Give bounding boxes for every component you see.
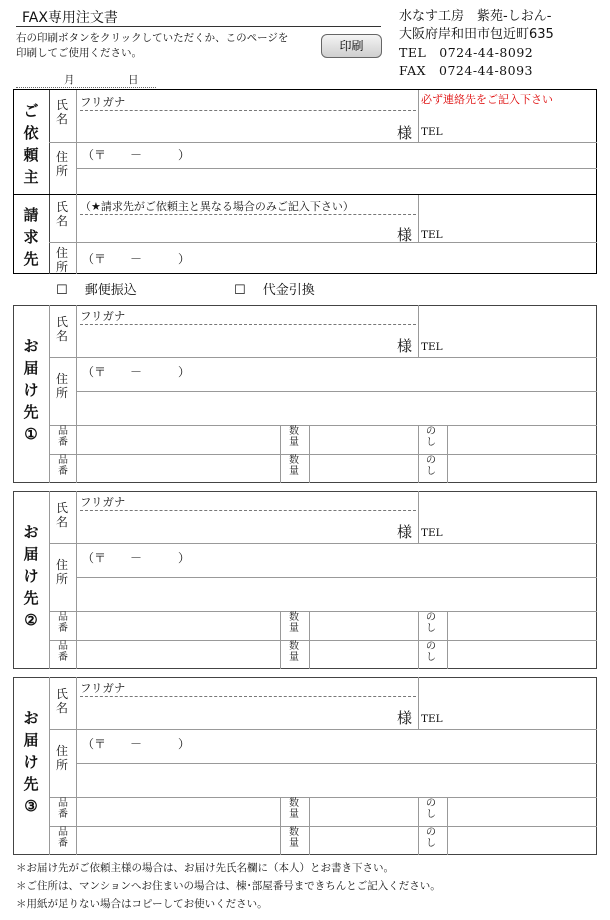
grid-line — [447, 797, 448, 855]
delivery-2-qty-label-2: 数量 — [289, 641, 299, 663]
billing-label: 請 求 先 — [23, 206, 39, 268]
grid-line — [80, 214, 416, 215]
instructions-line-2: 印刷してご使用ください。 — [16, 47, 142, 59]
grid-line — [76, 391, 597, 392]
delivery-2-noshi-label-2: のし — [426, 641, 436, 663]
grid-line — [418, 305, 419, 357]
shop-fax: FAX 0724-44-8093 — [399, 63, 533, 78]
grid-line — [418, 491, 419, 543]
grid-line — [418, 90, 419, 142]
grid-line — [80, 510, 416, 511]
requester-label: ご 依 頼 主 — [23, 102, 39, 186]
grid-line — [418, 611, 419, 669]
delivery-box-1 — [13, 305, 597, 483]
delivery-1-qty-label-2: 数量 — [289, 455, 299, 477]
grid-line — [49, 826, 597, 827]
title-underline — [16, 26, 381, 27]
shop-tel: TEL 0724-44-8092 — [399, 45, 534, 60]
billing-note: （★請求先がご依頼主と異なる場合のみご記入下さい） — [80, 200, 354, 213]
requester-tel: TEL — [421, 126, 443, 138]
delivery-2-name-label: 氏名 — [56, 501, 69, 529]
shop-address: 大阪府岸和田市包近町635 — [399, 27, 554, 42]
delivery-2-tel: TEL — [421, 527, 443, 539]
delivery-1-item-label-2: 品番 — [58, 455, 68, 477]
billing-tel: TEL — [421, 229, 443, 241]
delivery-3-qty-label-1: 数量 — [289, 798, 299, 820]
grid-line — [49, 729, 597, 730]
payment-option-cod[interactable]: ☐ 代金引換 — [234, 283, 315, 298]
required-note: 必ず連絡先をご記入下さい — [421, 93, 553, 106]
delivery-3-noshi-label-1: のし — [426, 798, 436, 820]
delivery-3-noshi-label-2: のし — [426, 827, 436, 849]
billing-postal: （〒 － ） — [82, 252, 191, 266]
grid-line — [309, 425, 310, 483]
grid-line — [280, 425, 281, 483]
requester-furigana: フリガナ — [80, 95, 126, 109]
delivery-box-2 — [13, 491, 597, 669]
grid-line — [76, 90, 77, 274]
grid-line — [49, 242, 597, 243]
grid-line — [80, 696, 416, 697]
grid-line — [280, 797, 281, 855]
delivery-label-3: お 届 け 先 ③ — [23, 709, 39, 815]
requester-name-label: 氏名 — [56, 98, 69, 126]
shop-name: 水なす工房 紫苑-しおん- — [399, 9, 552, 24]
day-label: 日 — [128, 74, 139, 86]
requester-postal: （〒 － ） — [82, 148, 191, 162]
delivery-1-address-label: 住所 — [56, 372, 69, 400]
grid-line — [49, 797, 597, 798]
billing-address-label: 住所 — [56, 246, 69, 274]
delivery-1-name-label: 氏名 — [56, 315, 69, 343]
grid-line — [49, 491, 50, 669]
grid-line — [309, 797, 310, 855]
grid-line — [49, 425, 597, 426]
billing-name-label: 氏名 — [56, 200, 69, 228]
delivery-2-furigana: フリガナ — [80, 495, 126, 509]
delivery-1-qty-label-1: 数量 — [289, 426, 299, 448]
grid-line — [76, 168, 597, 169]
instructions-line-1: 右の印刷ボタンをクリックしていただくか、このページを — [16, 32, 289, 44]
grid-line — [76, 677, 77, 855]
grid-line — [49, 611, 597, 612]
delivery-2-noshi-label-1: のし — [426, 612, 436, 634]
delivery-3-qty-label-2: 数量 — [289, 827, 299, 849]
requester-address-label: 住所 — [56, 150, 69, 178]
grid-line — [49, 195, 50, 274]
delivery-2-item-label-2: 品番 — [58, 641, 68, 663]
footnote-3: ＊用紙が足りない場合はコピーしてお使いください。 — [16, 898, 268, 910]
delivery-2-address-label: 住所 — [56, 558, 69, 586]
grid-line — [418, 195, 419, 242]
delivery-label-2: お 届 け 先 ② — [23, 523, 39, 629]
delivery-3-postal: （〒 － ） — [82, 737, 191, 751]
grid-line — [49, 543, 597, 544]
print-button[interactable]: 印刷 — [321, 34, 382, 58]
delivery-2-sama: 様 — [397, 523, 413, 541]
delivery-1-furigana: フリガナ — [80, 309, 126, 323]
month-label: 月 — [64, 74, 75, 86]
payment-option-postal[interactable]: ☐ 郵便振込 — [56, 283, 137, 298]
delivery-1-sama: 様 — [397, 337, 413, 355]
delivery-3-item-label-1: 品番 — [58, 798, 68, 820]
grid-line — [80, 324, 416, 325]
billing-sama: 様 — [397, 226, 413, 244]
delivery-1-item-label-1: 品番 — [58, 426, 68, 448]
grid-line — [280, 611, 281, 669]
delivery-2-postal: （〒 － ） — [82, 551, 191, 565]
grid-line — [418, 677, 419, 729]
delivery-3-sama: 様 — [397, 709, 413, 727]
footnote-2: ＊ご住所は、マンションへお住まいの場合は、棟･部屋番号まできちんとご記入ください。 — [16, 880, 441, 892]
delivery-3-address-label: 住所 — [56, 744, 69, 772]
delivery-3-name-label: 氏名 — [56, 687, 69, 715]
grid-line — [49, 640, 597, 641]
shop-info — [399, 8, 554, 80]
grid-line — [49, 142, 597, 143]
delivery-box-3 — [13, 677, 597, 855]
footnote-1: ＊お届け先がご依頼主様の場合は、お届け先氏名欄に（本人）とお書き下さい。 — [16, 862, 394, 874]
grid-line — [309, 611, 310, 669]
delivery-3-item-label-2: 品番 — [58, 827, 68, 849]
grid-line — [76, 305, 77, 483]
delivery-1-postal: （〒 － ） — [82, 365, 191, 379]
grid-line — [418, 425, 419, 483]
grid-line — [76, 491, 77, 669]
grid-line — [447, 611, 448, 669]
section-divider — [13, 194, 597, 195]
grid-line — [49, 677, 50, 855]
grid-line — [49, 305, 50, 483]
grid-line — [418, 797, 419, 855]
grid-line — [76, 577, 597, 578]
delivery-2-item-label-1: 品番 — [58, 612, 68, 634]
instructions — [16, 31, 306, 61]
delivery-3-tel: TEL — [421, 713, 443, 725]
grid-line — [80, 110, 416, 111]
delivery-label-1: お 届 け 先 ① — [23, 337, 39, 443]
delivery-1-tel: TEL — [421, 341, 443, 353]
requester-billing-box — [13, 89, 597, 274]
grid-line — [49, 454, 597, 455]
grid-line — [447, 425, 448, 483]
delivery-1-noshi-label-2: のし — [426, 455, 436, 477]
form-title: FAX専用注文書 — [22, 10, 118, 26]
grid-line — [49, 357, 597, 358]
delivery-1-noshi-label-1: のし — [426, 426, 436, 448]
delivery-3-furigana: フリガナ — [80, 681, 126, 695]
date-field[interactable] — [16, 72, 156, 88]
delivery-2-qty-label-1: 数量 — [289, 612, 299, 634]
requester-sama: 様 — [397, 124, 413, 142]
grid-line — [76, 763, 597, 764]
